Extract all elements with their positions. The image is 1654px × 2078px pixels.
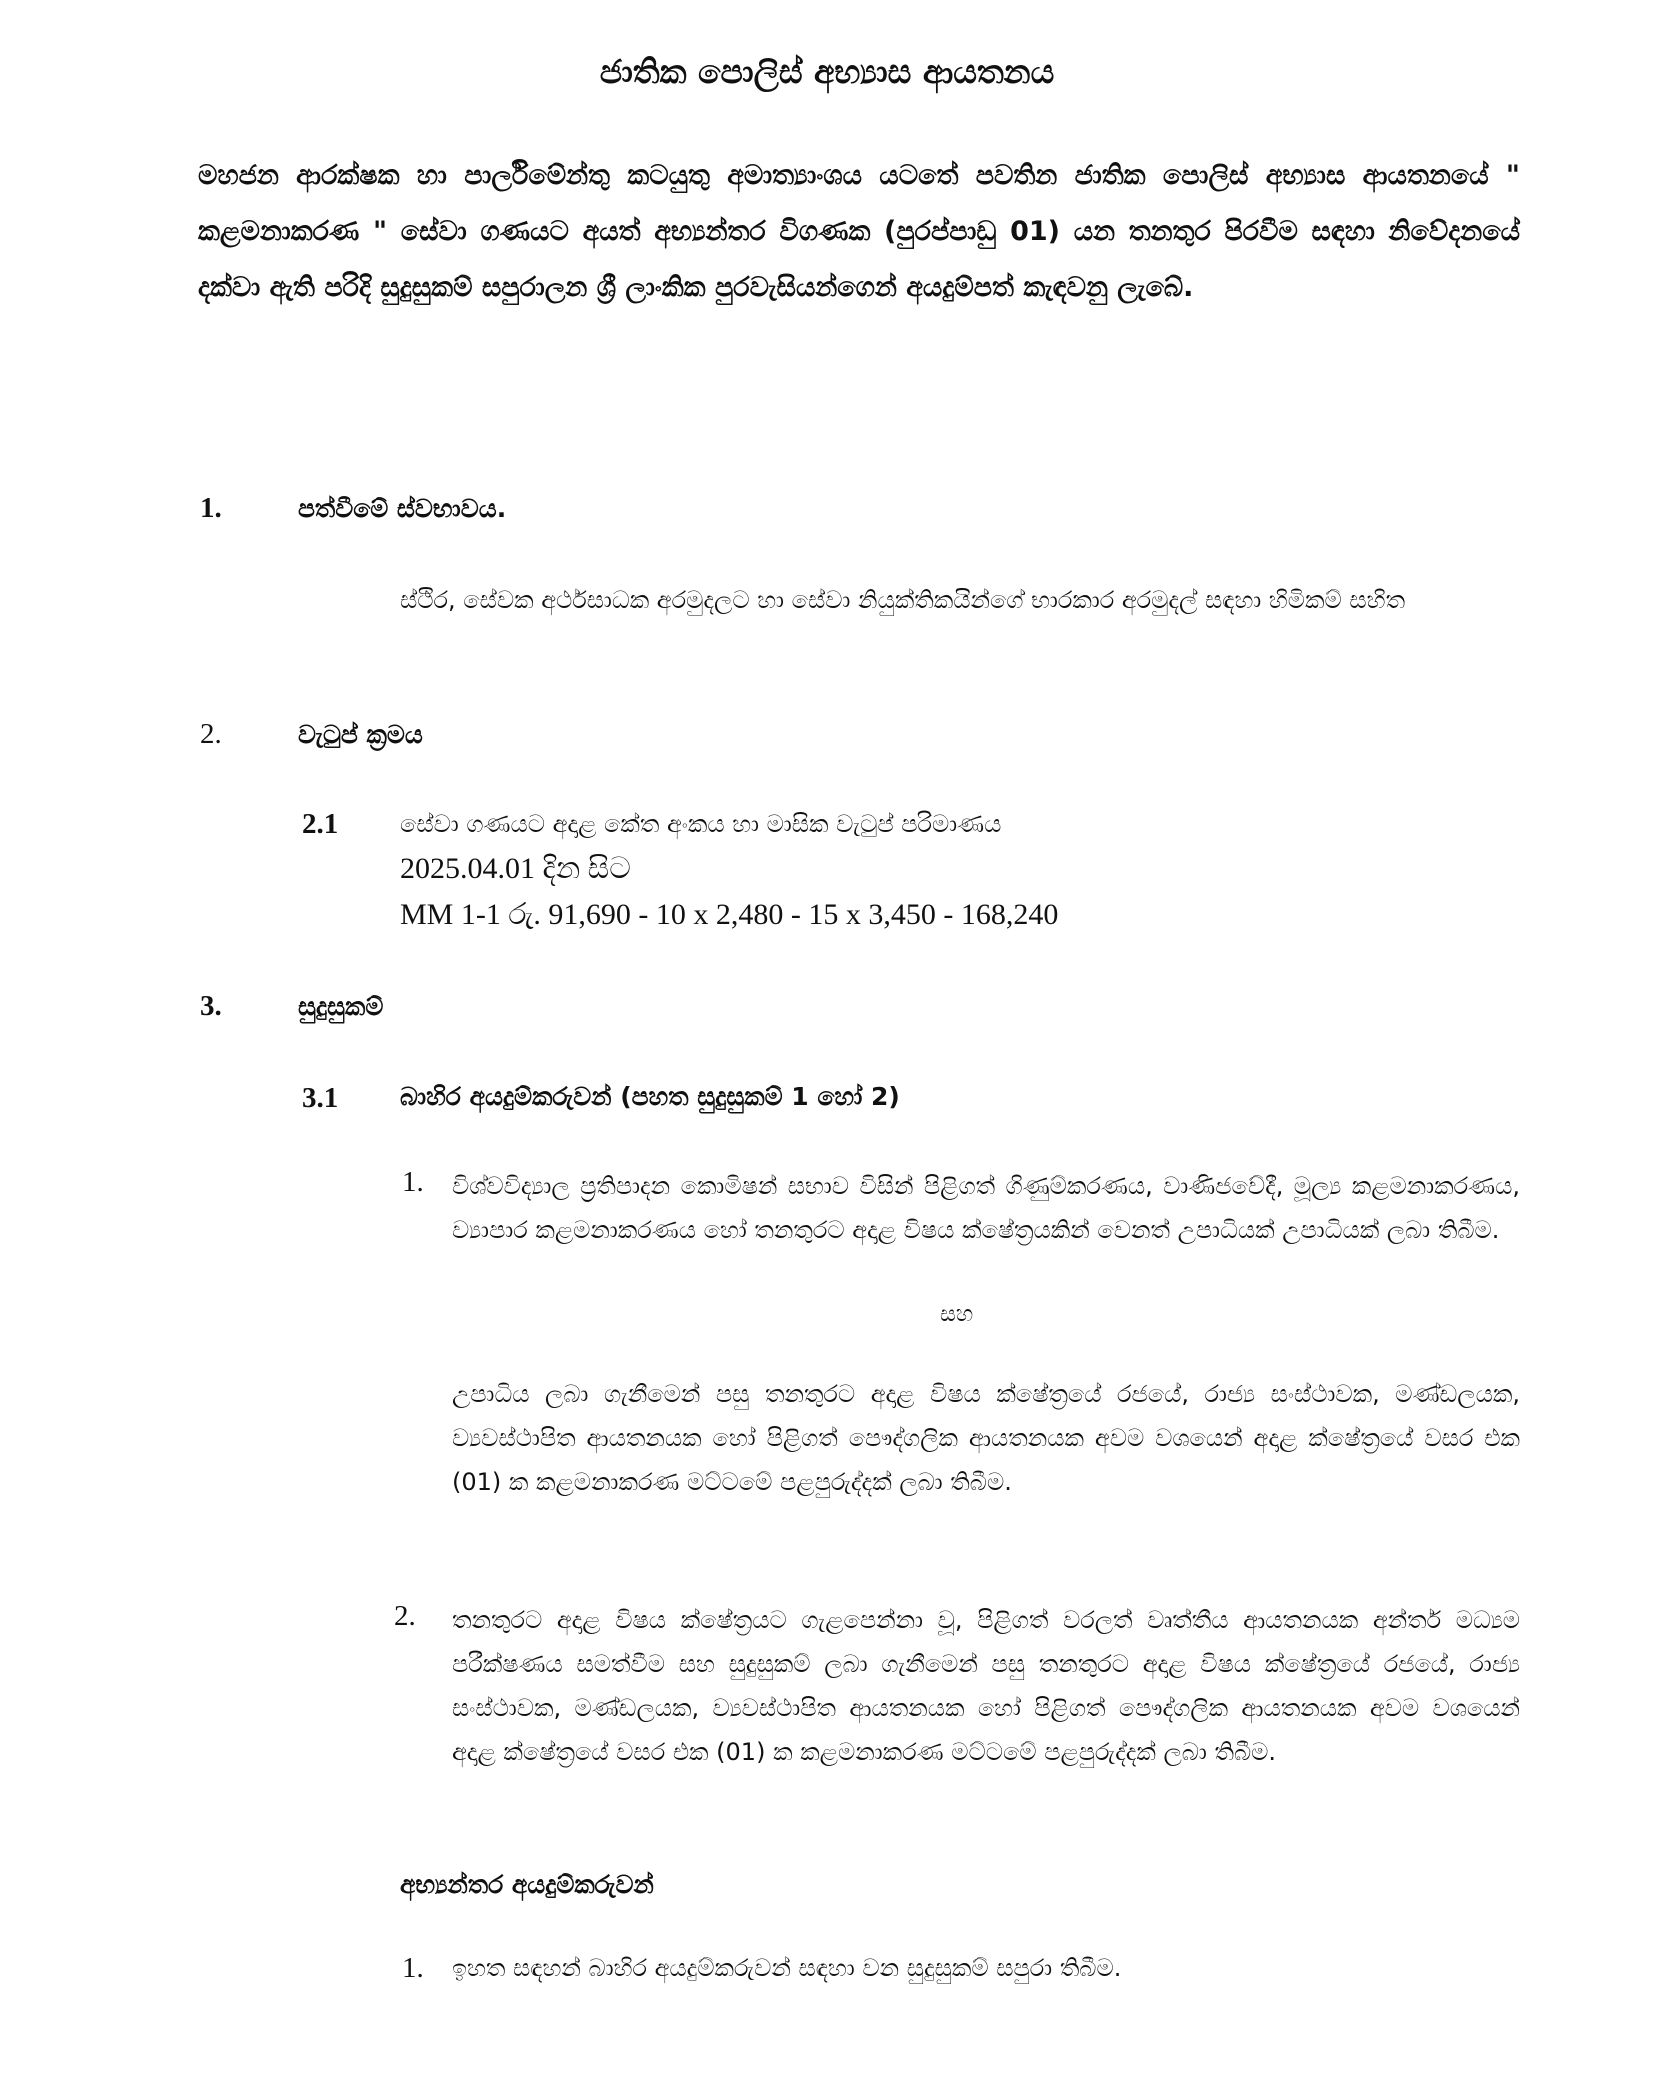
section-3-heading: සුදුසුකම් (298, 992, 384, 1021)
section-2-heading: වැටුප් ක්‍රමය (298, 720, 423, 749)
external-item-1-text: විශ්වවිද්‍යාල ප්‍රතිපාදන කොමිෂන් සභාව විසින් පිළිගත් ගිණුම්කරණය, වාණිජවේදී, මූල්‍ය කළමනාකරණය, ව්‍යාපාර කළමනාකරණය හෝ තනතුරට අදාළ විෂය ක්ෂේත්‍රයකින් වෙනත් උපාධියක් උපාධියක් ලබා තිබීම. (452, 1172, 1520, 1244)
section-1-heading: පත්වීමේ ස්වභාවය. (298, 494, 507, 523)
section-1-text: ස්ථිර, සේවක අර්ථසාධක අරමුදලට හා සේවා නියුක්තිකයින්ගේ භාරකාර අරමුදල් සඳහා හිමිකම් සහිත (400, 586, 1406, 614)
intro-paragraph: මහජන ආරක්ෂක හා පාර්ලිමේන්තු කටයුතු අමාත්‍යාංශය යටතේ පවතින ජාතික පොලිස් අභ්‍යාස ආයතනයේ " කළමනාකරණ " සේවා ගණයට අයත් අභ්‍යන්තර විගණක (පුරප්පාඩු 01) යන තනතුර පිරවීම සඳහා නිවේදනයේ දක්වා ඇති පරිදි සුදුසුකම් සපුරාලන ශ්‍රී ලාංකික පුරවැසියන්ගෙන් අයදුම්පත් කැඳවනු ලැබේ. (198, 160, 1520, 303)
section-2-number: 2. (200, 718, 222, 750)
section-3-number: 3. (200, 990, 222, 1022)
external-item-1-number: 1. (402, 1166, 424, 1198)
section-1-number: 1. (200, 492, 222, 524)
and-connector: සහ (940, 1302, 974, 1327)
external-item-2-number: 2. (394, 1600, 416, 1632)
section-3-1-number: 3.1 (302, 1082, 339, 1114)
internal-item-1-number: 1. (402, 1952, 424, 1984)
external-item-1-experience: උපාධිය ලබා ගැනීමෙන් පසු තනතුරට අදාළ විෂය ක්ෂේත්‍රයේ රජයේ, රාජ්‍ය සංස්ථාවක, මණ්ඩලයක, ව්‍යවස්ථාපිත ආයතනයක හෝ පිළිගත් පෞද්ගලික ආයතනයක අවම වශයෙන් අදාළ ක්ෂේත්‍රයේ වසර එක (01) ක කළමනාකරණ මට්ටමේ පළපුරුද්දක් ලබා තිබීම. (452, 1380, 1520, 1496)
section-3-1-heading: බාහිර අයදුම්කරුවන් (පහත සුදුසුකම් 1 හෝ 2) (400, 1082, 900, 1111)
internal-item-1-text: ඉහත සඳහන් බාහිර අයදුම්කරුවන් සඳහා වන සුදුසුකම් සපුරා තිබීම. (452, 1954, 1122, 1982)
internal-applicants-heading: අභ්‍යන්තර අයදුම්කරුවන් (400, 1870, 654, 1899)
page-title: ජාතික පොලිස් අභ්‍යාස ආයතනය (599, 52, 1055, 91)
section-2-1-heading: සේවා ගණයට අදාළ කේත අංකය හා මාසික වැටුප් පරිමාණය (400, 810, 1002, 838)
salary-date-line: 2025.04.01 දින සිට (400, 852, 631, 885)
external-item-2-text: තනතුරට අදාළ විෂය ක්ෂේත්‍රයට ගැළපෙන්නා වූ, පිළිගත් වරලත් වෘත්තීය ආයතනයක අන්තර් මධ්‍යම පරීක්ෂණය සමත්වීම සහ සුදුසුකම් ලබා ගැනීමෙන් පසු තනතුරට අදාළ විෂය ක්ෂේත්‍රයේ රජයේ, රාජ්‍ය සංස්ථාවක, මණ්ඩලයක, ව්‍යවස්ථාපිත ආයතනයක හෝ පිළිගත් පෞද්ගලික ආයතනයක අවම වශයෙන් අදාළ ක්ෂේත්‍රයේ වසර එක (01) ක කළමනාකරණ මට්ටමේ පළපුරුද්දක් ලබා තිබීම. (452, 1606, 1520, 1766)
salary-scale-line: MM 1-1 රු. 91,690 - 10 x 2,480 - 15 x 3,450 - 168,240 (400, 898, 1059, 931)
section-2-1-number: 2.1 (302, 808, 339, 840)
